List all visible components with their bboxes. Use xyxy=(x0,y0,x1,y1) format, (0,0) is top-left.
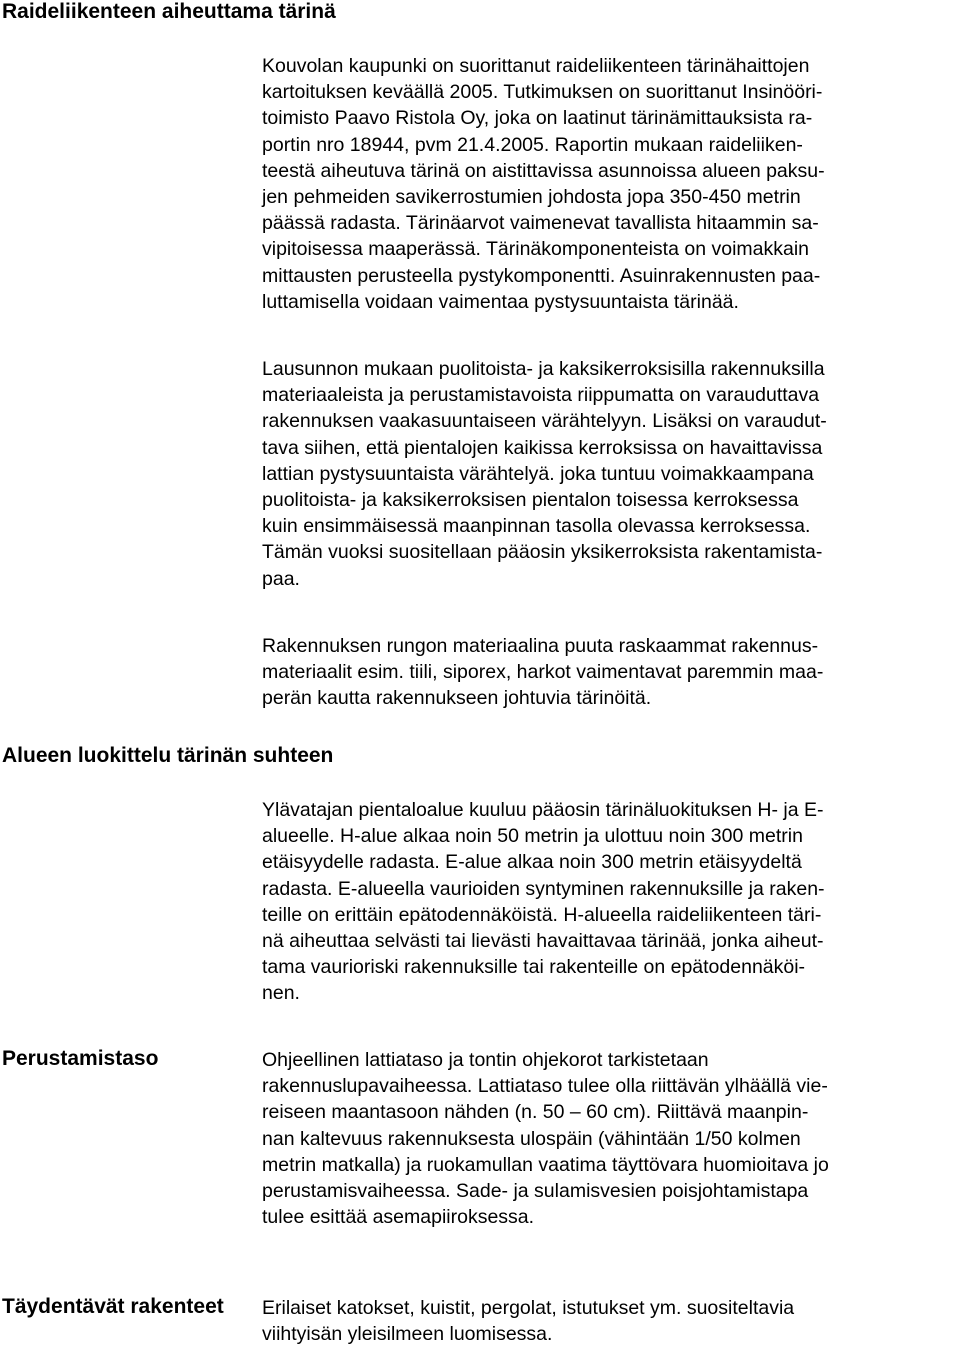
text-line: Ylävatajan pientaloalue kuuluu pääosin tärinäluokituksen H- ja E- xyxy=(262,799,824,821)
text-line: metrin matkalla) ja ruokamullan vaatima täyttövara huomioitava jo xyxy=(262,1153,829,1176)
text-line: Erilaiset katokset, kuistit, pergolat, istutukset ym. suositeltavia xyxy=(262,1297,795,1319)
text-line: nan kaltevuus rakennuksesta ulospäin (vähintään 1/50 kolmen xyxy=(262,1127,801,1150)
paragraph-perustamistaso xyxy=(262,1047,829,1230)
text-line: puolitoista- ja kaksikerroksisen pientalon toisessa kerroksessa xyxy=(262,489,799,512)
text-line: Kouvolan kaupunki on suorittanut raideliikenteen tärinähaittojen xyxy=(262,55,810,77)
heading-perustamistaso: Perustamistaso xyxy=(2,1047,159,1070)
text-line: lattian pystysuuntaista värähtelyä. joka tuntuu voimakkaampana xyxy=(262,462,814,485)
text-line: Rakennuksen rungon materiaalina puuta raskaammat rakennus- xyxy=(262,635,819,657)
paragraph-alueen-luokittelu xyxy=(262,797,825,1007)
text-line: toimisto Paavo Ristola Oy, joka on laatinut tärinämittauksista ra- xyxy=(262,107,813,130)
text-line: kuin ensimmäisessä maanpinnan tasolla olevassa kerroksessa. xyxy=(262,515,811,538)
text-line: alueelle. H-alue alkaa noin 50 metrin ja ulottuu noin 300 metrin xyxy=(262,825,803,848)
text-line: materiaaleista ja perustamistavoista riippumatta on varauduttava xyxy=(262,384,820,407)
text-line: rakennuslupavaiheessa. Lattiataso tulee olla riittävän ylhäällä vie- xyxy=(262,1075,828,1098)
text-line: materiaalit esim. tiili, siporex, harkot vaimentavat paremmin maa- xyxy=(262,661,824,684)
text-line: luttamisella voidaan vaimentaa pystysuuntaista tärinää. xyxy=(262,290,739,313)
heading-raideliikenne: Raideliikenteen aiheuttama tärinä xyxy=(2,0,336,23)
text-line: etäisyydelle radasta. E-alue alkaa noin 300 metrin etäisyydeltä xyxy=(262,851,802,874)
text-line: vipitoisessa maaperässä. Tärinäkomponenteista on voimakkain xyxy=(262,238,810,261)
text-line: reiseen maantasoon nähden (n. 50 – 60 cm). Riittävä maanpin- xyxy=(262,1101,809,1124)
text-line: päässä radasta. Tärinäarvot vaimenevat tavallista hitaammin sa- xyxy=(262,212,819,235)
heading-alueen-luokittelu: Alueen luokittelu tärinän suhteen xyxy=(2,744,334,767)
text-line: nen. xyxy=(262,982,300,1005)
paragraph-raideliikenne-3 xyxy=(262,633,823,712)
text-line: paa. xyxy=(262,567,300,590)
text-line: Lausunnon mukaan puolitoista- ja kaksikerroksisilla rakennuksilla xyxy=(262,358,825,380)
heading-taydentavat-rakenteet: Täydentävät rakenteet xyxy=(2,1295,224,1318)
text-line: kartoituksen keväällä 2005. Tutkimuksen on suorittanut Insinööri- xyxy=(262,81,823,104)
text-line: tulee esittää asemapiiroksessa. xyxy=(262,1206,535,1229)
text-line: teestä aiheutuva tärinä on aistittavissa asunnoissa alueen paksu- xyxy=(262,159,825,182)
text-line: tama vaurioriski rakennuksille tai rakenteille on epätodennäköi- xyxy=(262,956,806,979)
text-line: rakennuksen vaakasuuntaiseen värähtelyyn. Lisäksi on varaudut- xyxy=(262,410,827,433)
text-line: Ohjeellinen lattiataso ja tontin ohjekorot tarkistetaan xyxy=(262,1049,709,1071)
text-line: teille on erittäin epätodennäköistä. H-alueella raideliikenteen täri- xyxy=(262,903,822,926)
text-line: mittausten perusteella pystykomponentti. Asuinrakennusten paa- xyxy=(262,264,821,287)
paragraph-raideliikenne-1 xyxy=(262,53,825,315)
text-line: jen pehmeiden savikerrostumien johdosta jopa 350-450 metrin xyxy=(262,186,801,209)
text-line: perustamisvaiheessa. Sade- ja sulamisvesien poisjohtamistapa xyxy=(262,1180,809,1203)
text-line: radasta. E-alueella vaurioiden syntyminen rakennuksille ja raken- xyxy=(262,877,825,900)
text-line: nä aiheuttaa selvästi tai lievästi havaittavaa tärinää, jonka aiheut- xyxy=(262,930,824,953)
text-line: Tämän vuoksi suositellaan pääosin yksikerroksista rakentamista- xyxy=(262,541,823,564)
text-line: portin nro 18944, pvm 21.4.2005. Raportin mukaan raideliiken- xyxy=(262,133,803,156)
paragraph-taydentavat-rakenteet xyxy=(262,1295,794,1347)
paragraph-raideliikenne-2 xyxy=(262,356,827,592)
text-line: perän kautta rakennukseen johtuvia tärinöitä. xyxy=(262,687,652,710)
text-line: tava siihen, että pientalojen kaikissa kerroksissa on havaittavissa xyxy=(262,436,823,459)
text-line: viihtyisän yleisilmeen luomisessa. xyxy=(262,1323,553,1346)
